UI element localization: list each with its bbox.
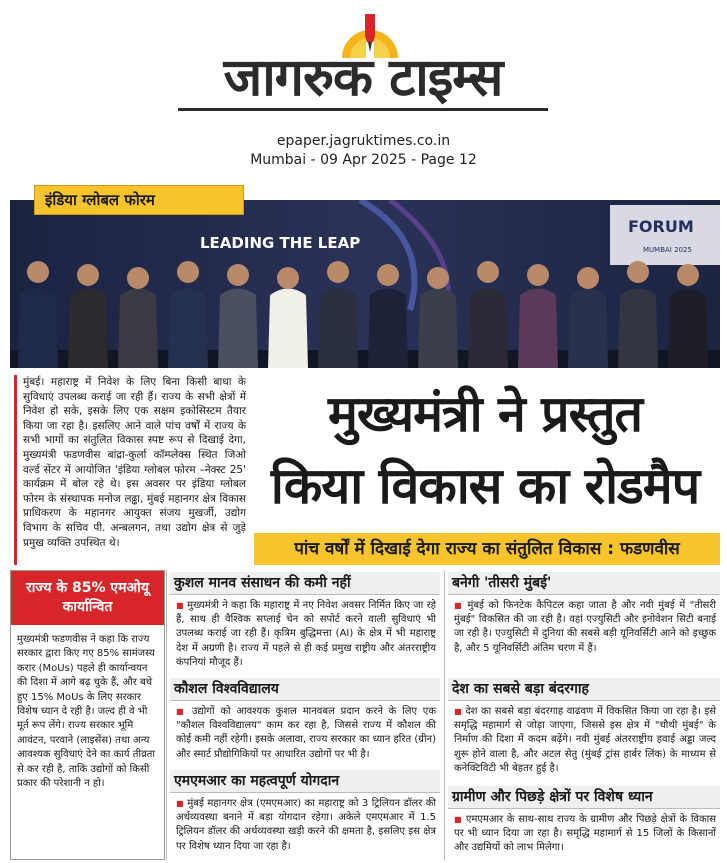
section-body	[448, 701, 720, 776]
person-body	[218, 289, 258, 369]
person-body	[368, 289, 408, 369]
epaper-url[interactable]: epaper.jagruktimes.co.in	[276, 133, 451, 149]
section-text: मुंबई महानगर क्षेत्र (एमएमआर) का महाराष्ट्र को 3 ट्रिलियन डॉलर की अर्थव्यवस्था बनाने में बड़ा योगदान रहेगा। अकेले एमएमआर में 1.5 ट्रिलियन डॉलर की अर्थव्यवस्था खड़ी करने की क्षमता है, इसलिए इस क्षेत्र पर विशेष ध्यान दिया जा रहा है।	[176, 798, 437, 852]
person-head	[127, 267, 149, 289]
column-divider	[444, 570, 445, 860]
bullet-icon: ■	[176, 601, 184, 610]
event-text: MUMBAI 2025	[643, 246, 692, 254]
section-text: एमएमआर के साथ-साथ राज्य के ग्रामीण और पिछड़े क्षेत्रों के विकास पर भी ध्यान दिया जा रहा है। समृद्धि महामार्ग से 15 जिलों के किसानों और उद्यमियों को लाभ मिलेगा।	[454, 814, 716, 854]
person-body	[668, 289, 708, 369]
sidebox	[10, 570, 165, 860]
person-head	[527, 264, 549, 286]
masthead	[0, 0, 727, 180]
subheadline: पांच वर्षों में दिखाई देगा राज्य का संतुलित विकास : फडणवीस	[254, 533, 720, 565]
person-body	[168, 289, 208, 369]
person-body	[268, 289, 308, 369]
section-third-mumbai	[448, 572, 720, 656]
person-body	[618, 289, 658, 369]
section-skilled-workforce	[170, 572, 440, 670]
person-head	[477, 261, 499, 283]
edition-date-page: Mumbai - 09 Apr 2025 - Page 12	[250, 152, 477, 168]
logo-wordmark: जागरुक टाइम्स	[223, 48, 503, 108]
person-body	[418, 289, 458, 369]
person-body	[518, 289, 558, 369]
section-body	[170, 793, 440, 854]
section-body	[170, 701, 440, 762]
person-head	[227, 264, 249, 286]
bullet-icon: ■	[176, 707, 187, 716]
section-title: कौशल विश्वविद्यालय	[170, 678, 440, 701]
section-title: ग्रामीण और पिछड़े क्षेत्रों पर विशेष ध्यान	[448, 786, 720, 809]
person-head	[377, 264, 399, 286]
section-body	[448, 595, 720, 656]
group-photo-illustration	[10, 200, 720, 368]
section-rural-focus	[448, 786, 720, 856]
section-text: उद्योगों को आवश्यक कुशल मानवबल प्रदान करने के लिए एक "कौशल विश्वविद्यालय" काम कर रहा है, जिससे राज्य में कौशल की कोई कमी नहीं रहेगी। इसके अलावा, राज्य सरकार का ध्यान हरित (ग्रीन) और स्मार्ट प्रौद्योगिकियों पर आधारित उद्योगों पर भी है।	[176, 706, 436, 760]
section-text: मुख्यमंत्री ने कहा कि महाराष्ट्र में नए निवेश अवसर निर्मित किए जा रहे हैं, साथ ही वैश्विक सप्लाई चेन को सपोर्ट करने वाली सुविधाएं भी उपलब्ध कराई जा रही हैं। कृत्रिम बुद्धिमत्ता (AI) के क्षेत्र में भी महाराष्ट्र देश में अग्रणी है। राज्य में पहले से ही कई प्रमुख राष्ट्रीय और अंतरराष्ट्रीय कंपनियां मौजूद हैं।	[176, 600, 436, 668]
logo-underline	[178, 108, 548, 111]
backdrop-text: LEADING THE LEAP	[200, 234, 361, 252]
person-body	[18, 289, 58, 369]
sidebox-body: मुख्यमंत्री फडणवीस ने कहा कि राज्य सरकार द्वारा किए गए 85% सामंजस्य करार (MoUs) पहले ही कार्यान्वयन की दिशा में आगे बढ़ चुके हैं, और बचे हुए 15% MoUs के लिए सरकार विशेष ध्यान दे रही है। जल्द ही वे भी मूर्त रूप लेंगे। राज्य सरकार भूमि आवंटन, परवाने (लाइसेंस) तथा अन्य आवश्यक सुविधाएं देने का कार्य तीव्रता से कर रही है, ताकि उद्योगों को किसी प्रकार की परेशानी न हो।	[17, 634, 155, 790]
person-head	[277, 267, 299, 289]
bullet-icon: ■	[454, 601, 463, 610]
person-head	[577, 267, 599, 289]
person-head	[677, 264, 699, 286]
person-head	[77, 264, 99, 286]
section-mmr-contribution	[170, 770, 440, 854]
intro-paragraph: मुंबई। महाराष्ट्र में निवेश के लिए बिना किसी बाधा के सुविधाएं उपलब्ध कराई जा रही हैं। राज्य के सभी क्षेत्रों में निवेश हो सके, इसके लिए एक सक्षम इकोसिस्टम तैयार किया जा रहा है। इसलिए आने वाले पांच वर्षों में राज्य के सभी भागों का संतुलित विकास स्पष्ट रूप से दिखाई देगा, मुख्यमंत्री फडणवीस बांद्रा-कुर्ला कॉम्प्लेक्स स्थित जिओ वर्ल्ड सेंटर में आयोजित 'इंडिया ग्लोबल फोरम –नेक्स्ट 25' कार्यक्रम में बोल रहे थे। इस अवसर पर इंडिया ग्लोबल फोरम के संस्थापक मनोज लढ्ढा, मुंबई महानगर क्षेत्र विकास प्राधिकरण के महानगर आयुक्त संजय मुखर्जी, उद्योग विभाग के सचिव पी. अन्बलगन, तथा उद्योग क्षेत्र से जुड़े प्रमुख व्यक्ति उपस्थित थे।	[14, 375, 246, 565]
section-title: देश का सबसे बड़ा बंदरगाह	[448, 678, 720, 701]
section-title: एमएमआर का महत्वपूर्ण योगदान	[170, 770, 440, 793]
person-head	[327, 261, 349, 283]
person-head	[627, 261, 649, 283]
person-body	[318, 289, 358, 369]
section-body	[170, 595, 440, 670]
person-head	[427, 267, 449, 289]
jagruk-times-logo[interactable]	[168, 0, 558, 118]
forum-text: FORUM	[628, 217, 694, 236]
headline-line-2: किया विकास का रोडमैप	[270, 457, 700, 515]
person-body	[568, 289, 608, 369]
person-body	[118, 289, 158, 369]
person-body	[68, 289, 108, 369]
bullet-icon: ■	[454, 815, 463, 824]
sidebox-title: राज्य के 85% एमओयू कार्यान्वित	[11, 571, 164, 625]
section-skill-university	[170, 678, 440, 762]
section-title: बनेगी 'तीसरी मुंबई'	[448, 572, 720, 595]
person-head	[177, 261, 199, 283]
column-divider	[166, 570, 167, 860]
section-biggest-port	[448, 678, 720, 776]
bullet-icon: ■	[454, 707, 462, 716]
section-text: देश का सबसे बड़ा बंदरगाह वाढवण में विकसित किया जा रहा है। इसे समृद्धि महामार्ग से जोड़ा जाएगा, जिससे इस क्षेत्र में "चौथी मुंबई" के निर्माण की दिशा में कदम बढ़ेंगे। नवी मुंबई अंतरराष्ट्रीय हवाई अड्डा जल्द शुरू होने वाला है, और अटल सेतु (मुंबई ट्रांस हार्बर लिंक) के माध्यम से कनेक्टिविटी भी बेहतर हुई है।	[454, 706, 717, 774]
headline	[250, 378, 720, 522]
person-body	[468, 289, 508, 369]
section-tag: इंडिया ग्लोबल फोरम	[34, 185, 244, 215]
bullet-icon: ■	[176, 799, 184, 808]
section-text: मुंबई को फिनटेक कैपिटल कहा जाता है और नवी मुंबई में "तीसरी मुंबई" विकसित की जा रही है। वहां एज्युसिटी और इनोवेशन सिटी बनाई जा रही है। एज्युसिटी में दुनिया की सबसे बड़ी यूनिवर्सिटी आने को इच्छुक है, और 5 यूनिवर्सिटी अंतिम चरण में हैं।	[454, 600, 716, 654]
event-photo	[10, 200, 720, 368]
headline-line-1: मुख्यमंत्री ने प्रस्तुत	[327, 385, 643, 443]
section-title: कुशल मानव संसाधन की कमी नहीं	[170, 572, 440, 595]
person-head	[27, 261, 49, 283]
section-body	[448, 809, 720, 856]
